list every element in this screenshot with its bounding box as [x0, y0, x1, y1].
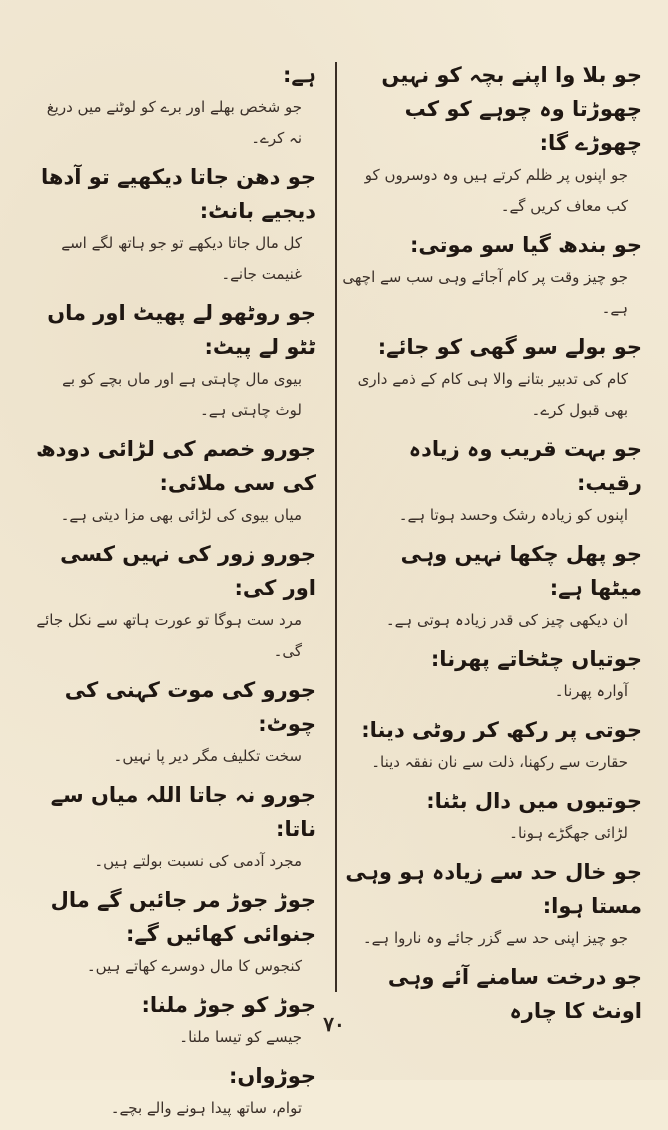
- idiom-definition: جو چیز وقت پر کام آجائے وہی سب سے اچھی ہے۔: [342, 268, 628, 317]
- idiom-heading: جوڑ جوڑ مر جائیں گے مال جنوائی کھائیں گے:: [50, 888, 316, 946]
- idiom-definition: حقارت سے رکھنا، ذلت سے نان نفقہ دینا۔: [371, 753, 628, 771]
- idiom-definition: کنجوس کا مال دوسرے کھاتے ہیں۔: [86, 957, 302, 975]
- left-column: [31, 58, 316, 1130]
- idiom-heading: جورو کی موت کہنی کی چوٹ:: [64, 678, 316, 736]
- idiom-entry: [342, 330, 642, 426]
- idiom-definition: مرد ست ہوگا تو عورت ہاتھ سے نکل جائے گی۔: [36, 611, 302, 660]
- idiom-heading: جو بولے سو گھی کو جائے:: [377, 335, 642, 359]
- idiom-entry: [31, 432, 316, 531]
- idiom-heading: جو بلا وا اپنے بچہ کو نہیں چھوڑتا وہ چوہے کو کب چھوڑے گا:: [381, 63, 642, 155]
- idiom-heading: جو درخت سامنے آئے وہی اونٹ کا چارہ: [387, 965, 642, 1023]
- idiom-definition: توام، ساتھ پیدا ہونے والے بچے۔: [110, 1099, 302, 1117]
- idiom-entry: [342, 784, 642, 849]
- idiom-entry: [31, 296, 316, 426]
- idiom-heading: جو روٹھو لے پھیٹ اور ماں ٹٹو لے پیٹ:: [47, 301, 316, 359]
- idiom-heading: ہے:: [282, 63, 316, 87]
- idiom-entry: [31, 778, 316, 877]
- idiom-definition: کام کی تدبیر بتانے والا ہی کام کے ذمے داری بھی قبول کرے۔: [357, 370, 628, 419]
- idiom-definition: کل مال جاتا دیکھے تو جو ہاتھ لگے اسے غنیمت جانے۔: [61, 234, 302, 283]
- page-number: ۷۰: [323, 1012, 345, 1036]
- idiom-heading: جوتیوں میں دال بٹنا:: [426, 789, 642, 813]
- idiom-definition: بیوی مال چاہتی ہے اور ماں بچے کو بے لوث چاہتی ہے۔: [62, 370, 302, 419]
- idiom-entry: [31, 673, 316, 772]
- idiom-heading: جوڑواں:: [229, 1064, 316, 1088]
- right-column: [342, 58, 642, 1034]
- idiom-definition: سخت تکلیف مگر دیر پا نہیں۔: [113, 747, 302, 765]
- idiom-entry: [342, 58, 642, 222]
- idiom-entry: [342, 713, 642, 778]
- idiom-heading: جوڑ کو جوڑ ملنا:: [141, 993, 316, 1017]
- idiom-heading: جورو نہ جاتا اللہ میاں سے ناتا:: [50, 783, 316, 841]
- idiom-entry: [342, 642, 642, 707]
- column-divider: [335, 62, 337, 992]
- idiom-definition: میاں بیوی کی لڑائی بھی مزا دیتی ہے۔: [60, 506, 302, 524]
- idiom-heading: جو دھن جاتا دیکھیے تو آدھا دیجیے بانٹ:: [41, 165, 316, 223]
- idiom-entry: [31, 883, 316, 982]
- idiom-entry: [342, 432, 642, 531]
- idiom-definition: جو شخص بھلے اور برے کو لوٹنے میں دریغ نہ کرے۔: [46, 98, 302, 147]
- idiom-definition: جو اپنوں پر ظلم کرتے ہیں وہ دوسروں کو کب معاف کریں گے۔: [364, 166, 628, 215]
- idiom-heading: جورو زور کی نہیں کسی اور کی:: [60, 542, 316, 600]
- idiom-entry: [31, 537, 316, 667]
- idiom-heading: جوتی پر رکھ کر روٹی دینا:: [361, 718, 642, 742]
- idiom-entry: [342, 228, 642, 324]
- idiom-heading: جو بندھ گیا سو موتی:: [409, 233, 642, 257]
- idiom-heading: جو پھل چکھا نہیں وہی میٹھا ہے:: [400, 542, 642, 600]
- idiom-definition: لڑائی جھگڑے ہونا۔: [509, 824, 628, 842]
- idiom-definition: جو چیز اپنی حد سے گزر جائے وہ ناروا ہے۔: [362, 929, 628, 947]
- idiom-heading: جوتیاں چٹخاتے پھرنا:: [430, 647, 642, 671]
- idiom-entry: [31, 1059, 316, 1124]
- idiom-definition: اپنوں کو زیادہ رشک وحسد ہوتا ہے۔: [398, 506, 628, 524]
- idiom-definition: جیسے کو تیسا ملنا۔: [179, 1028, 302, 1046]
- idiom-definition: آوارہ پھرنا۔: [554, 682, 628, 700]
- idiom-heading: جورو خصم کی لڑائی دودھ کی سی ملائی:: [35, 437, 316, 495]
- idiom-definition: ان دیکھی چیز کی قدر زیادہ ہوتی ہے۔: [385, 611, 628, 629]
- idiom-definition: مجرد آدمی کی نسبت بولتے ہیں۔: [94, 852, 302, 870]
- idiom-entry: [342, 537, 642, 636]
- idiom-entry: [31, 160, 316, 290]
- idiom-heading: جو بہت قریب وہ زیادہ رقیب:: [408, 437, 642, 495]
- idiom-entry: [31, 58, 316, 154]
- idiom-entry: [342, 855, 642, 954]
- idiom-heading: جو خال حد سے زیادہ ہو وہی مستا ہوا:: [345, 860, 642, 918]
